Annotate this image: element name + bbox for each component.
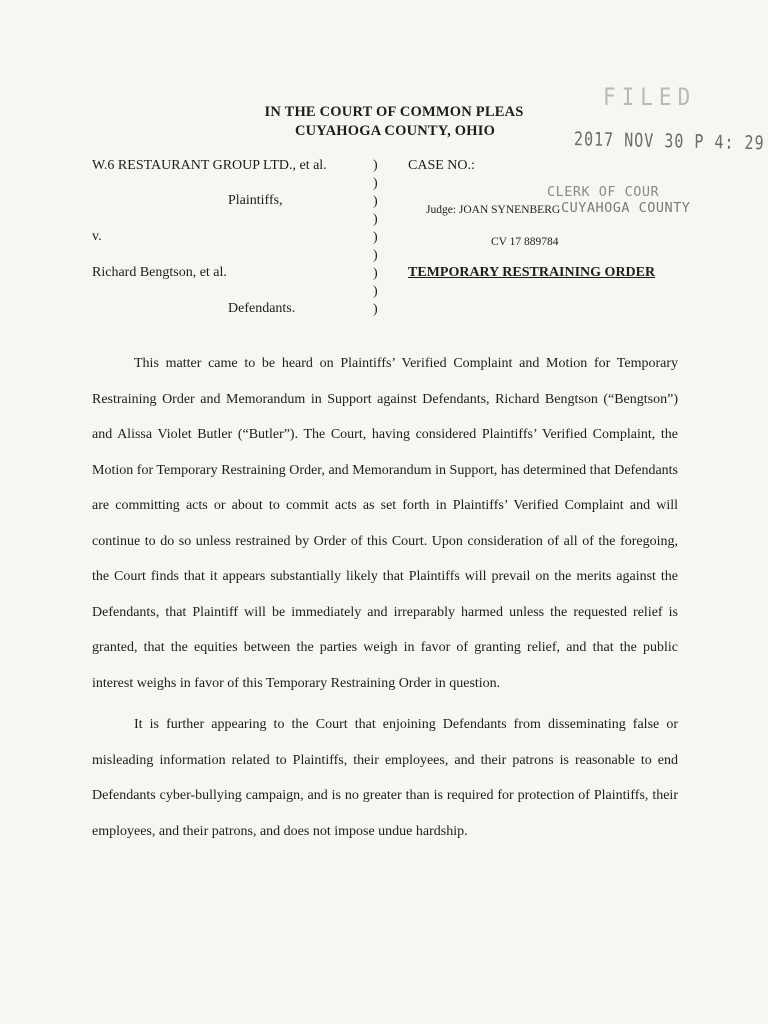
defendant-role: Defendants. (228, 301, 296, 316)
plaintiff-role: Plaintiffs, (228, 193, 283, 208)
plaintiff-party: W.6 RESTAURANT GROUP LTD., et al. (92, 158, 327, 173)
caption-paren: ) (373, 248, 378, 263)
body-paragraph-1: This matter came to be heard on Plaintiffs’ Verified Complaint and Motion for Temporary Restraining Order and Memorandum in Support against Defendants, Richard Bengtson (“Bengtson”) and Alissa Violet Butler (“Butler”). The Court, having considered Plaintiffs’ Verified Complaint, the Motion for Temporary Restraining Order, and Memorandum in Support, has determined that Defendants are committing acts or about to commit acts as set forth in Plaintiffs’ Verified Complaint and will continue to do so unless restrained by Order of this Court. Upon consideration of all of the foregoing, the Court finds that it appears substantially likely that Plaintiffs will prevail on the merits against the Defendants, that Plaintiff will be immediately and irreparably harmed unless the requested relief is granted, that the equities between the parties weigh in favor of granting relief, and that the public interest weighs in favor of this Temporary Restraining Order in question. (92, 356, 678, 691)
filed-stamp: FILED (603, 83, 697, 111)
caption-paren: ) (373, 158, 378, 173)
clerk-stamp-line2: CUYAHOGA COUNTY (561, 200, 691, 216)
caption-paren: ) (373, 212, 378, 227)
caption-paren: ) (373, 194, 378, 209)
body-paragraph-2: It is further appearing to the Court that enjoining Defendants from disseminating false or misleading information related to Plaintiffs, their employees, and their patrons is reasonable to end Defendants cyber-bullying campaign, and is no greater than is required for protection of Plaintiffs, their employees, and their patrons, and does not impose undue hardship. (92, 717, 678, 839)
caption-paren: ) (373, 176, 378, 191)
caption-paren: ) (373, 302, 378, 317)
cv-number: CV 17 889784 (491, 236, 559, 248)
defendant-party: Richard Bengtson, et al. (92, 265, 227, 280)
order-title: TEMPORARY RESTRAINING ORDER (408, 265, 656, 280)
versus: v. (92, 229, 102, 244)
caption-paren: ) (373, 230, 378, 245)
caption-paren: ) (373, 284, 378, 299)
judge-name: Judge: JOAN SYNENBERG (426, 204, 561, 216)
filed-date-stamp: 2017 NOV 30 P 4: 29 (573, 127, 765, 155)
clerk-stamp-line1: CLERK OF COUR (547, 184, 660, 200)
case-number-label: CASE NO.: (408, 158, 475, 173)
order-body (92, 346, 678, 849)
court-name: IN THE COURT OF COMMON PLEAS (264, 104, 524, 120)
caption-paren: ) (373, 266, 378, 281)
court-county: CUYAHOGA COUNTY, OHIO (294, 123, 496, 139)
